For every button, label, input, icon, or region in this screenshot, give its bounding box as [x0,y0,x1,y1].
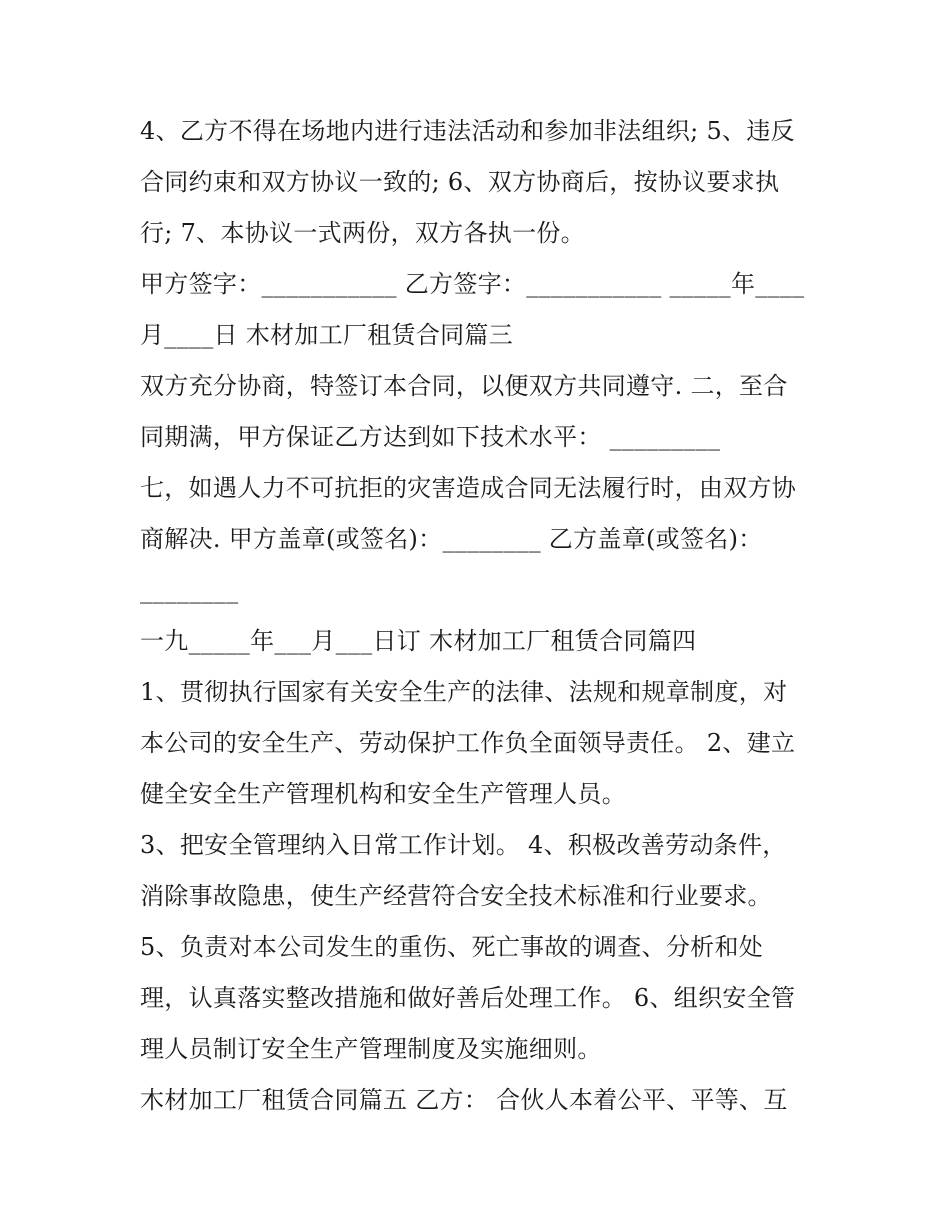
blank-line: ________ [140,576,239,604]
section-heading-line: 月____日 木材加工厂租赁合同篇三 [140,321,514,349]
text-line: 4、乙方不得在场地内进行违法活动和参加非法组织; 5、违反 [140,117,795,145]
document-page [140,106,830,1126]
text-line: 理，认真落实整改措施和做好善后处理工作。 6、组织安全管 [140,984,796,1012]
text-line: 本公司的安全生产、劳动保护工作负全面领导责任。 2、建立 [140,729,796,757]
text-line: 同期满，甲方保证乙方达到如下技术水平： _________ [140,423,721,451]
text-line: 健全安全生产管理机构和安全生产管理人员。 [140,780,626,808]
text-line: 1、贯彻执行国家有关安全生产的法律、法规和规章制度，对 [140,678,788,706]
text-line: 合同约束和双方协议一致的; 6、双方协商后，按协议要求执 [140,168,780,196]
text-line: 消除事故隐患，使生产经营符合安全技术标准和行业要求。 [140,882,772,910]
text-line: 行; 7、本协议一式两份，双方各执一份。 [140,219,585,247]
signature-line: 甲方签字：___________ 乙方签字：___________ _____年____ [140,270,805,298]
text-line: 七，如遇人力不可抗拒的灾害造成合同无法履行时，由双方协 [140,474,797,502]
signature-line: 商解决. 甲方盖章(或签名)：________ 乙方盖章(或签名)： [140,525,763,553]
section-heading-line: 一九_____年___月___日订 木材加工厂租赁合同篇四 [140,627,697,655]
text-line: 5、负责对本公司发生的重伤、死亡事故的调查、分析和处 [140,933,764,961]
text-line: 双方充分协商，特签订本合同，以便双方共同遵守. 二，至合 [140,372,788,400]
text-line: 理人员制订安全生产管理制度及实施细则。 [140,1035,602,1063]
section-heading-line: 木材加工厂租赁合同篇五 乙方： 合伙人本着公平、平等、互 [140,1086,788,1114]
text-line: 3、把安全管理纳入日常工作计划。 4、积极改善劳动条件， [140,831,787,859]
